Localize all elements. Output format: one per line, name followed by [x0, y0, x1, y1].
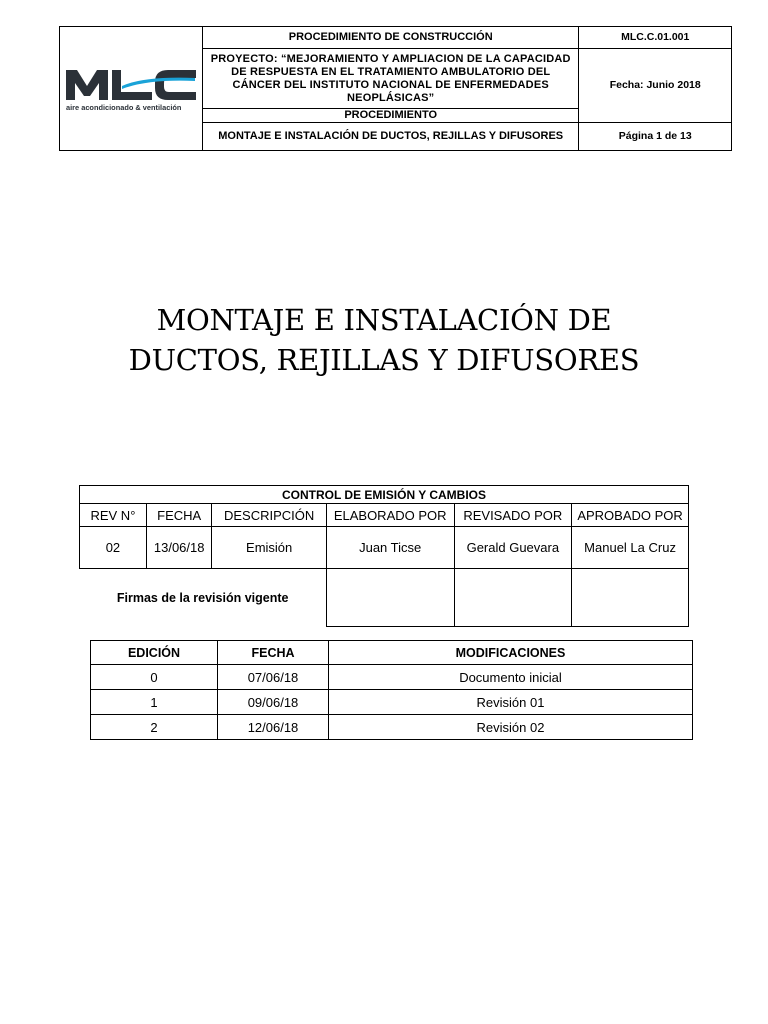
edition-date: 09/06/18: [218, 690, 329, 715]
project-name: PROYECTO: “MEJORAMIENTO Y AMPLIACION DE LA CAPACIDAD DE RESPUESTA EN EL TRATAMIENTO AMBULATORIO DEL CÁNCER DEL INSTITUTO NACIONAL DE ENFERMEDADES NEOPLÁSICAS”: [202, 49, 579, 109]
control-prepared-value: Juan Ticse: [326, 527, 454, 569]
control-rev-value: 02: [80, 527, 147, 569]
document-header: [59, 26, 732, 151]
page-title-line-1: MONTAJE E INSTALACIÓN DE: [156, 303, 612, 337]
control-description-value: Emisión: [212, 527, 326, 569]
page-title: [0, 300, 768, 380]
signatures-label: Firmas de la revisión vigente: [116, 590, 289, 605]
editions-col-edition: EDICIÓN: [91, 641, 218, 665]
control-date-value: 13/06/18: [146, 527, 212, 569]
document-code: MLC.C.01.001: [579, 27, 732, 49]
page-number: Página 1 de 13: [579, 123, 732, 151]
signature-box-approved: [572, 569, 689, 627]
signature-box-prepared: [326, 569, 454, 627]
edition-date: 07/06/18: [218, 665, 329, 690]
document-subject: MONTAJE E INSTALACIÓN DE DUCTOS, REJILLAS Y DIFUSORES: [202, 123, 579, 151]
editions-table: [90, 640, 693, 740]
table-row: [91, 715, 693, 740]
control-reviewed-value: Gerald Guevara: [454, 527, 572, 569]
edition-changes: Revisión 02: [329, 715, 693, 740]
control-table: [79, 485, 689, 627]
signature-box-reviewed: [454, 569, 572, 627]
control-col-description: DESCRIPCIÓN: [212, 504, 326, 527]
mlc-logo: [64, 64, 198, 114]
editions-col-changes: MODIFICACIONES: [329, 641, 693, 665]
control-heading: CONTROL DE EMISIÓN Y CAMBIOS: [80, 486, 689, 504]
editions-col-date: FECHA: [218, 641, 329, 665]
edition-date: 12/06/18: [218, 715, 329, 740]
control-col-rev: REV N°: [80, 504, 147, 527]
table-row: [91, 665, 693, 690]
edition-number: 2: [91, 715, 218, 740]
document-type: PROCEDIMIENTO: [202, 109, 579, 123]
control-approved-value: Manuel La Cruz: [572, 527, 689, 569]
document-date: Fecha: Junio 2018: [579, 49, 732, 123]
logo-cell: [60, 27, 203, 151]
table-row: [91, 690, 693, 715]
edition-number: 0: [91, 665, 218, 690]
procedure-title: PROCEDIMIENTO DE CONSTRUCCIÓN: [202, 27, 579, 49]
control-col-approved: APROBADO POR: [572, 504, 689, 527]
control-col-prepared: ELABORADO POR: [326, 504, 454, 527]
page-title-line-2: DUCTOS, REJILLAS Y DIFUSORES: [128, 343, 640, 377]
edition-number: 1: [91, 690, 218, 715]
logo-tagline: aire acondicionado & ventilación: [65, 102, 182, 112]
control-col-date: FECHA: [146, 504, 212, 527]
edition-changes: Documento inicial: [329, 665, 693, 690]
control-col-reviewed: REVISADO POR: [454, 504, 572, 527]
edition-changes: Revisión 01: [329, 690, 693, 715]
